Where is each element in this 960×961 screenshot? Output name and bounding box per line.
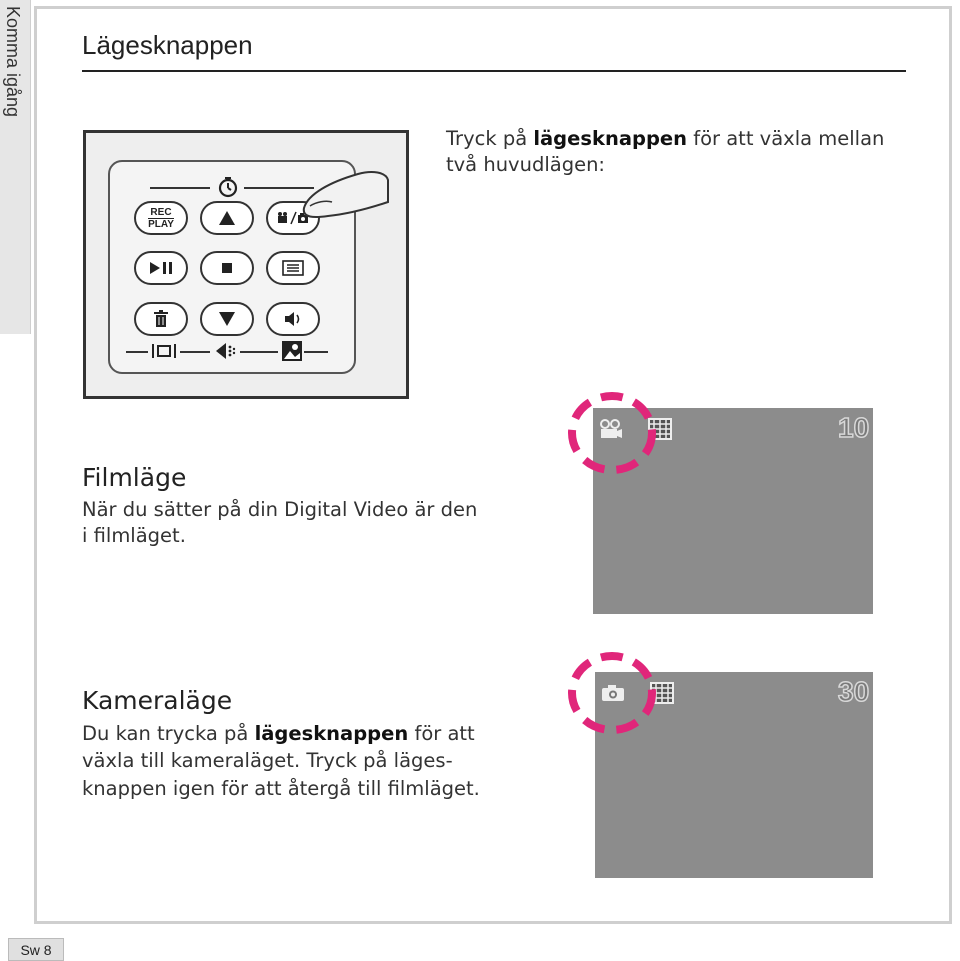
intro-bold: lägesknappen (533, 127, 688, 150)
camera-text-line-2: växla till kameraläget. Tryck på läges- (82, 749, 453, 772)
down-arrow-icon (218, 311, 236, 327)
volume-icon (283, 311, 303, 327)
film-counter: 10 (838, 412, 870, 443)
highlight-circle (566, 650, 658, 736)
divider-line (304, 351, 328, 353)
menu-button[interactable] (266, 251, 320, 285)
side-tab (0, 0, 31, 334)
title-rule (82, 70, 906, 72)
play-pause-icon (148, 261, 174, 275)
intro-post: för att växla mellan två huvudlägen: (446, 127, 885, 176)
divider-line (150, 187, 210, 189)
page-number: Sw 8 (8, 938, 64, 961)
divider-line (240, 351, 278, 353)
up-arrow-icon (218, 210, 236, 226)
flash-icon (214, 341, 238, 361)
menu-icon (282, 260, 304, 276)
highlight-circle (566, 390, 658, 476)
camera-line1-bold: lägesknappen (254, 722, 409, 745)
camera-text-line-1 (82, 721, 475, 747)
stop-icon (220, 261, 234, 275)
intro-pre: Tryck på (446, 127, 534, 150)
camera-counter: 30 (838, 676, 870, 707)
fit-icon (150, 343, 178, 359)
divider-line (180, 351, 210, 353)
camera-heading: Kameraläge (82, 686, 233, 715)
film-heading: Filmläge (82, 463, 187, 492)
image-icon (281, 340, 303, 362)
divider-line (126, 351, 148, 353)
timer-icon (216, 175, 240, 199)
page-title: Lägesknappen (82, 30, 253, 60)
trash-button[interactable] (134, 302, 188, 336)
film-text-line-1: När du sätter på din Digital Video är den (82, 498, 478, 521)
side-tab-label: Komma igång (3, 6, 23, 118)
down-arrow-button[interactable] (200, 302, 254, 336)
play-label: PLAY (148, 218, 174, 230)
rec-play-button[interactable] (134, 201, 188, 235)
film-text-line-2: i filmläget. (82, 524, 186, 547)
trash-icon (153, 310, 169, 328)
finger-illustration (300, 168, 390, 228)
volume-button[interactable] (266, 302, 320, 336)
camera-text-line-3: knappen igen för att återgå till filmläget. (82, 777, 480, 800)
stop-button[interactable] (200, 251, 254, 285)
intro-text (446, 126, 896, 178)
play-pause-button[interactable] (134, 251, 188, 285)
camera-line1-post: för att (408, 722, 475, 745)
camera-line1-pre: Du kan trycka på (82, 722, 255, 745)
up-arrow-button[interactable] (200, 201, 254, 235)
rec-label: REC (150, 206, 172, 218)
